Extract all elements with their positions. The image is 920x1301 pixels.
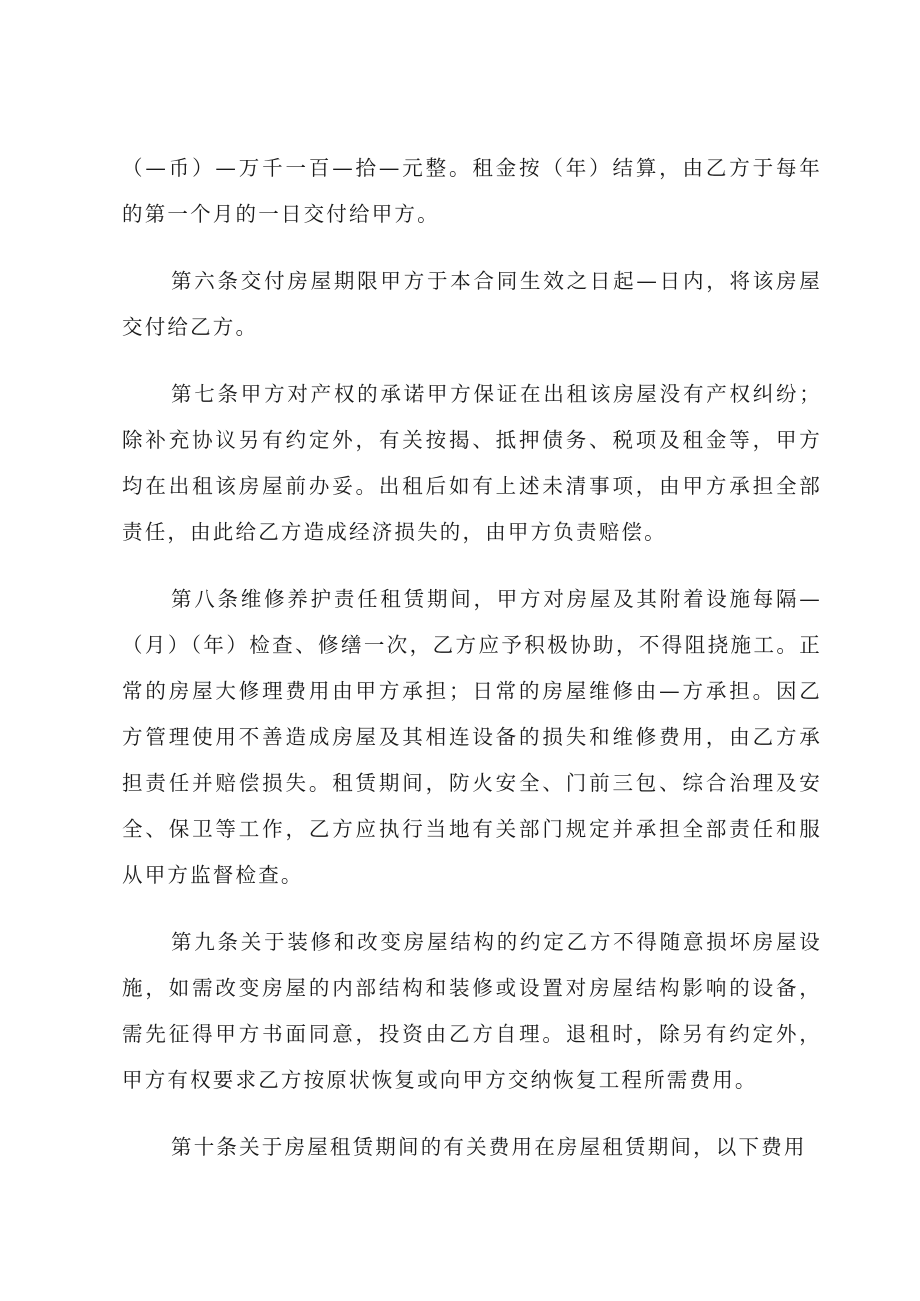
paragraph-article-6: 第六条交付房屋期限甲方于本合同生效之日起—日内，将该房屋交付给乙方。 [122,269,822,339]
paragraph-article-8: 第八条维修养护责任租赁期间，甲方对房屋及其附着设施每隔—（月）（年）检查、修缮一次，乙方应予积极协助，不得阻挠施工。正常的房屋大修理费用由甲方承担；日常的房屋维修由—方承担。因乙方管理使用不善造成房屋及其相连设备的损失和维修费用，由乙方承担责任并赔偿损失。租赁期间，防火安全、门前三包、综合治理及安全、保卫等工作，乙方应执行当地有关部门规定并承担全部责任和服从甲方监督检查。 [122,587,822,887]
document-page [122,145,822,1191]
paragraph-rent-payment: （—币）—万千一百—拾—元整。租金按（年）结算，由乙方于每年的第一个月的一日交付给甲方。 [122,156,822,226]
paragraph-article-7: 第七条甲方对产权的承诺甲方保证在出租该房屋没有产权纠纷；除补充协议另有约定外，有关按揭、抵押债务、税项及租金等，甲方均在出租该房屋前办妥。出租后如有上述未清事项，由甲方承担全部责任，由此给乙方造成经济损失的，由甲方负责赔偿。 [122,382,822,544]
paragraph-article-9: 第九条关于装修和改变房屋结构的约定乙方不得随意损坏房屋设施，如需改变房屋的内部结构和装修或设置对房屋结构影响的设备，需先征得甲方书面同意，投资由乙方自理。退租时，除另有约定外，甲方有权要求乙方按原状恢复或向甲方交纳恢复工程所需费用。 [122,930,822,1092]
paragraph-article-10: 第十条关于房屋租赁期间的有关费用在房屋租赁期间，以下费用 [171,1135,807,1159]
